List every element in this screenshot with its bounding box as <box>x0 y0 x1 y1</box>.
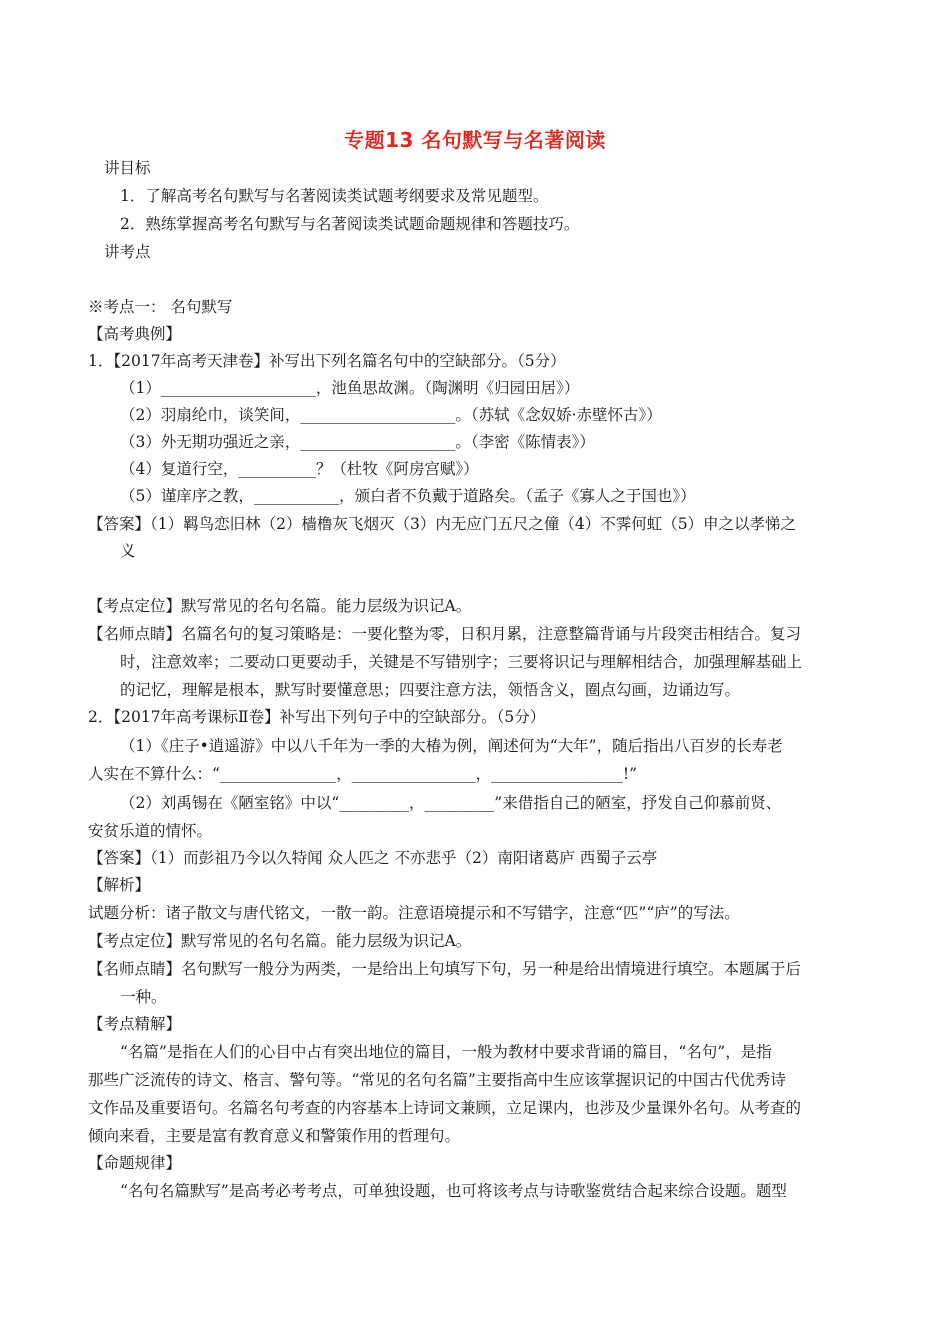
question-stem: 2．【2017年高考课标Ⅱ卷】补写出下列句子中的空缺部分。（5分） <box>88 708 546 726</box>
answer-text: 【答案】（1）而彭祖乃今以久特闻 众人匹之 不亦悲乎（2）南阳诸葛庐 西蜀子云亭 <box>88 849 658 867</box>
locate-text: 【考点定位】默写常见的名句名篇。能力层级为识记A。 <box>88 932 472 950</box>
pattern-text: “名句名篇默写”是高考必考考点，可单独设题，也可将该考点与诗歌鉴赏结合起来综合设题。题型 <box>120 1182 787 1200</box>
points-heading: 讲考点 <box>104 243 151 261</box>
tip-text: 【名师点睛】名句默写一般分为两类，一是给出上句填写下句，另一种是给出情境进行填空。本题属于后 <box>88 960 802 978</box>
essence-text: 文作品及重要语句。名篇名句考查的内容基本上诗词文兼顾，立足课内，也涉及少量课外名句。从考查的 <box>88 1099 802 1117</box>
section-heading: ※考点一： 名句默写 <box>88 298 233 316</box>
essence-text: 倾向来看，主要是富有教育意义和警策作用的哲理句。 <box>88 1127 461 1145</box>
tip-text: 的记忆，理解是根本，默写时要懂意思；四要注意方法，领悟含义，圈点勾画，边诵边写。 <box>120 681 741 699</box>
answer-text: 【答案】（1）羁鸟恋旧林（2）樯橹灰飞烟灭（3）内无应门五尺之僮（4）不霁何虹（5）申之以孝悌之 <box>88 515 797 533</box>
goal-item: 2．熟练掌握高考名句默写与名著阅读类试题命题规律和答题技巧。 <box>120 215 580 233</box>
question-item: （2）刘禹锡在《陋室铭》中以“_________，_________”来借指自己的陋室，抒发自己仰慕前贤、 <box>120 794 782 812</box>
tip-text: 一种。 <box>120 988 167 1006</box>
question-item: （1）《庄子•逍遥游》中以八千年为一季的大椿为例，阐述何为“大年”，随后指出八百岁的长寿老 <box>120 737 783 755</box>
analysis-text: 试题分析：诸子散文与唐代铭文，一散一韵。注意语境提示和不写错字，注意“匹”“庐”的写法。 <box>88 904 740 922</box>
essence-text: 那些广泛流传的诗文、格言、警句等。“常见的名句名篇”主要指高中生应该掌握识记的中国古代优秀诗 <box>88 1071 786 1089</box>
analysis-heading: 【解析】 <box>88 876 151 894</box>
question-item: （1）____________________，池鱼思故渊。（陶渊明《归园田居》） <box>120 379 580 397</box>
goal-item: 1．了解高考名句默写与名著阅读类试题考纲要求及常见题型。 <box>120 187 549 205</box>
answer-text: 义 <box>120 542 136 560</box>
question-item: （4）复道行空，__________？（杜牧《阿房宫赋》） <box>120 460 479 478</box>
page-title: 专题13 名句默写与名著阅读 <box>344 128 606 152</box>
tip-text: 【名师点睛】名篇名句的复习策略是：一要化整为零，日积月累，注意整篇背诵与片段突击相结合。复习 <box>88 625 802 643</box>
pattern-heading: 【命题规律】 <box>88 1154 182 1172</box>
question-item: 安贫乐道的情怀。 <box>88 822 213 840</box>
question-item: （3）外无期功强近之亲，____________________。（李密《陈情表》） <box>120 433 595 451</box>
question-item: 人实在不算什么：“_______________，________________，_________________!” <box>88 765 638 783</box>
essence-heading: 【考点精解】 <box>88 1015 182 1033</box>
essence-text: “名篇”是指在人们的心目中占有突出地位的篇目，一般为教材中要求背诵的篇目，“名句”，是指 <box>120 1043 772 1061</box>
typical-heading: 【高考典例】 <box>88 325 182 343</box>
locate-text: 【考点定位】默写常见的名句名篇。能力层级为识记A。 <box>88 597 472 615</box>
goals-heading: 讲目标 <box>104 159 151 177</box>
question-item: （2）羽扇纶巾，谈笑间，____________________。（苏轼《念奴娇·赤壁怀古》） <box>120 406 662 424</box>
question-stem: 1．【2017年高考天津卷】补写出下列名篇名句中的空缺部分。（5分） <box>88 352 566 370</box>
tip-text: 时，注意效率；二要动口更要动手，关键是不写错别字；三要将识记与理解相结合，加强理解基础上 <box>120 653 803 671</box>
question-item: （5）谨庠序之教，___________，颁白者不负戴于道路矣。（孟子《寡人之于国也》） <box>120 487 696 505</box>
